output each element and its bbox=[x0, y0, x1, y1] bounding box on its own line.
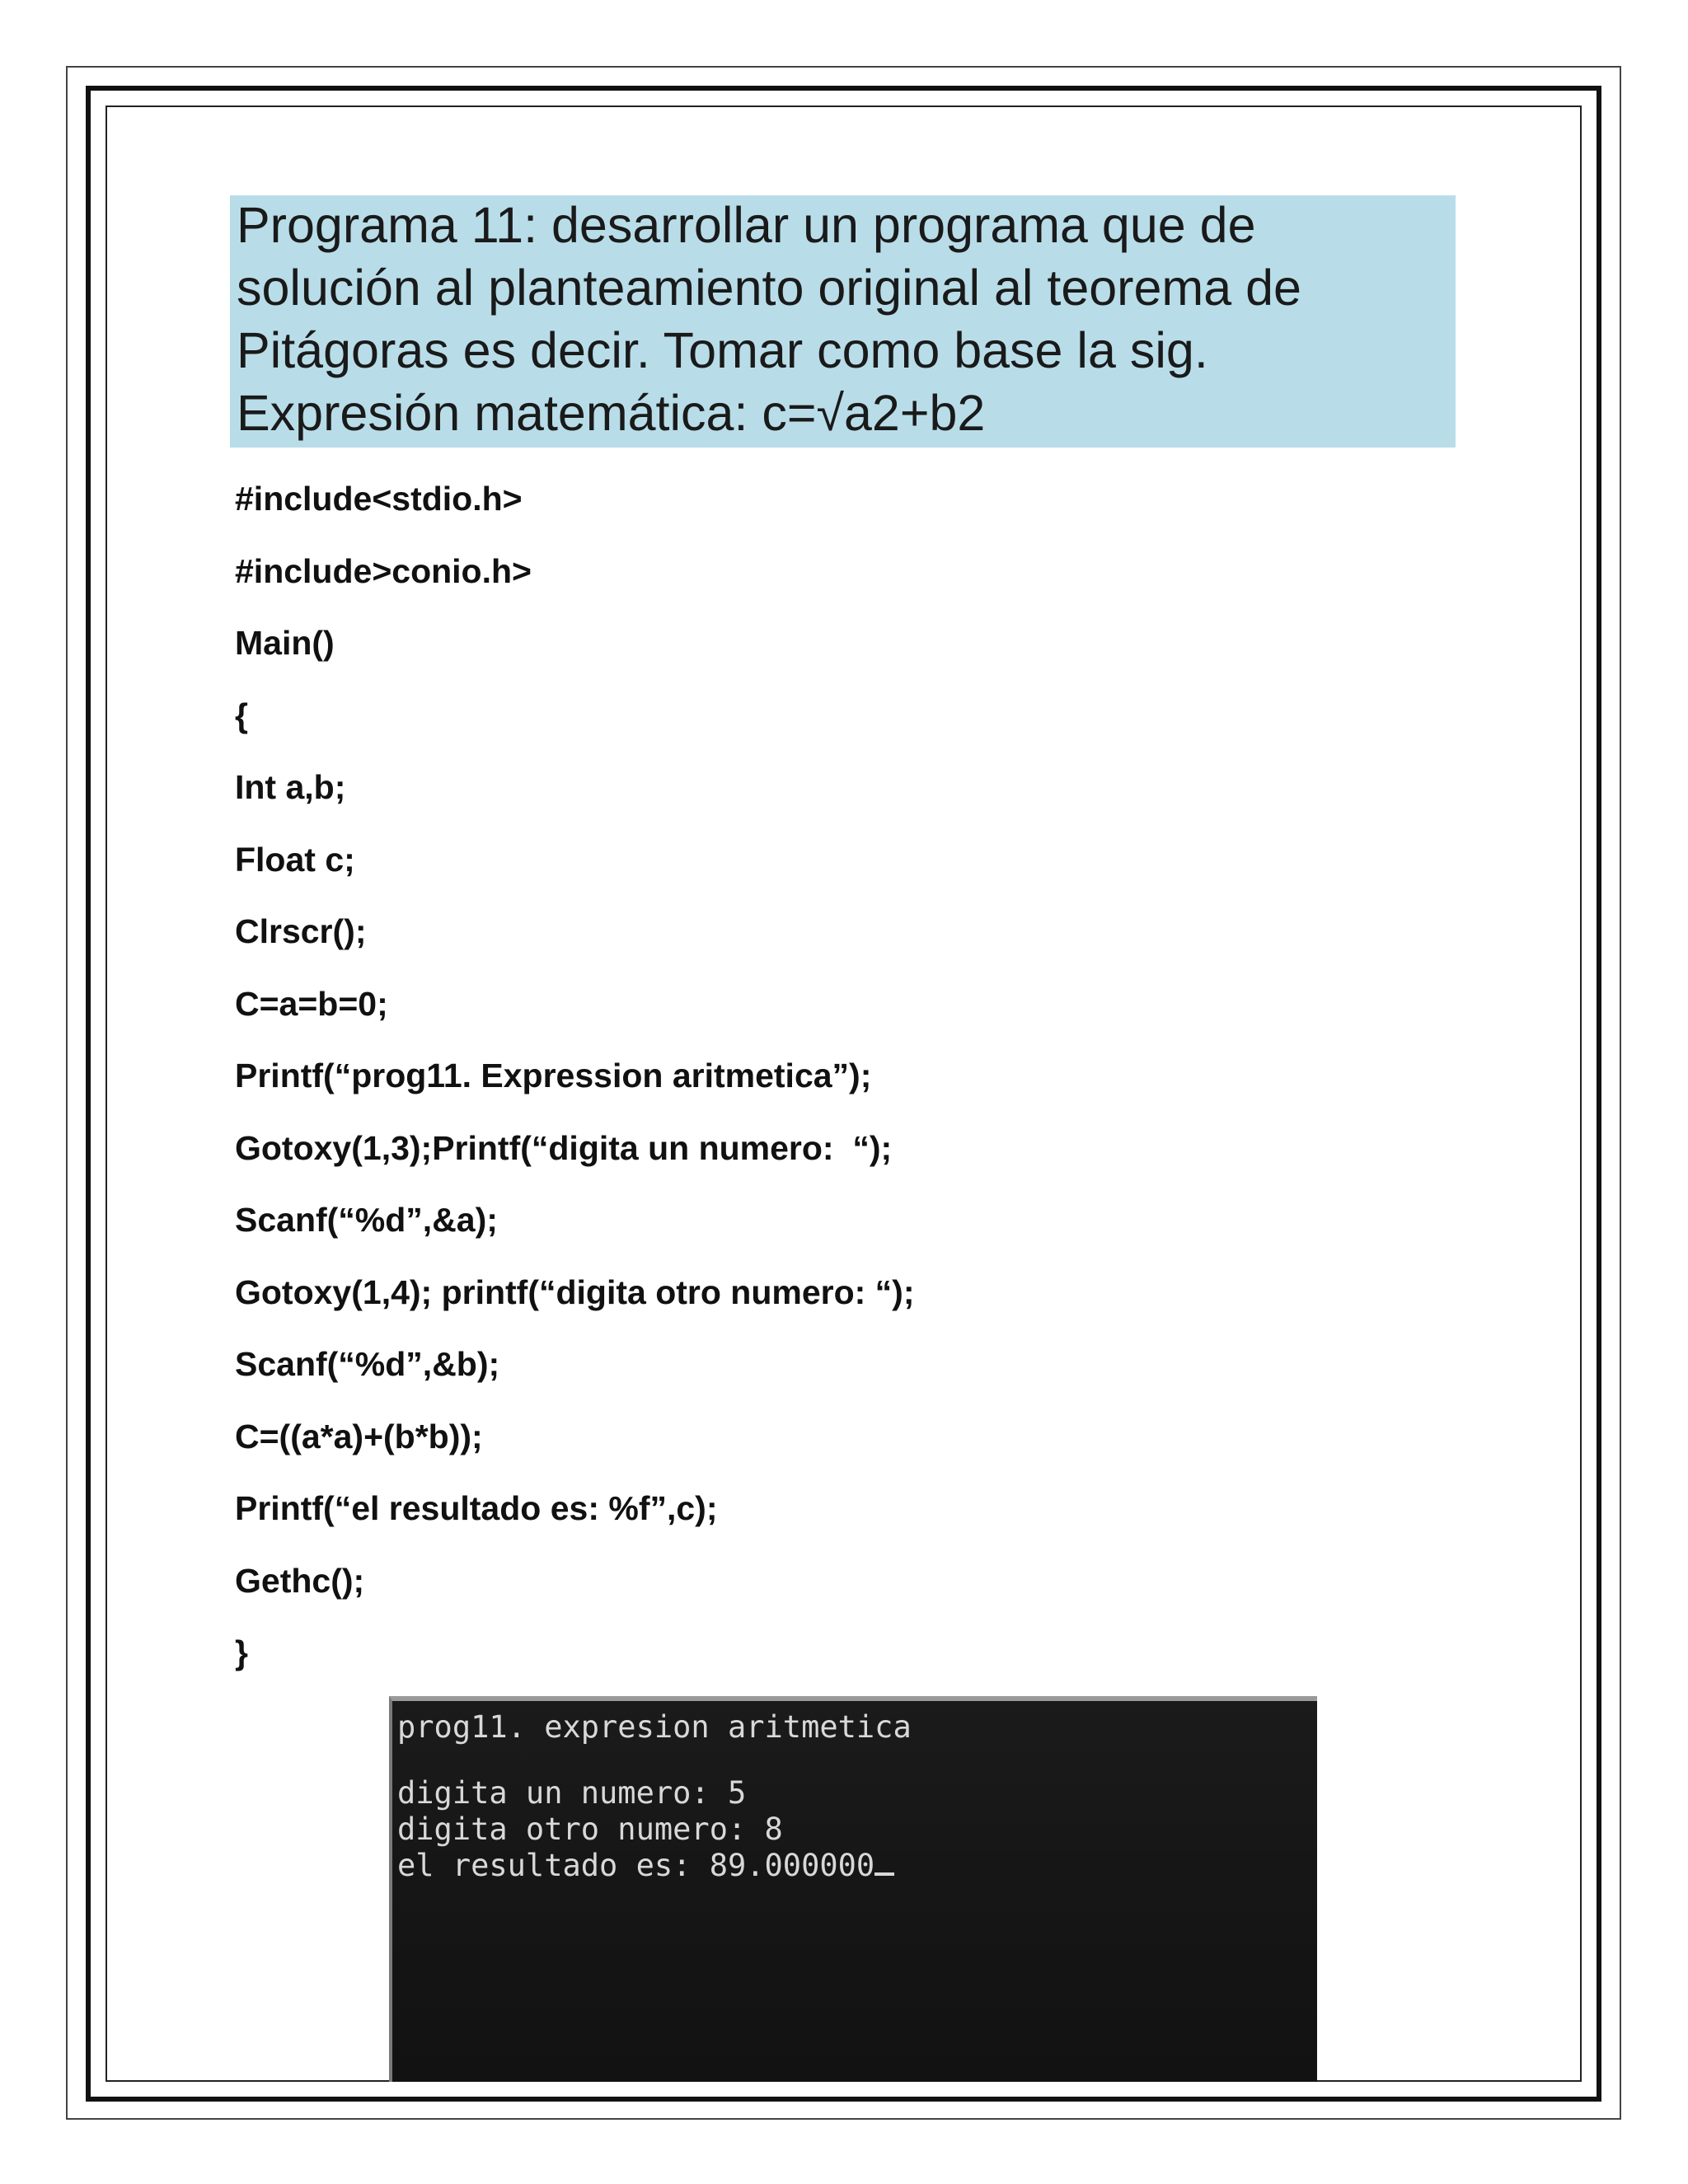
console-line: digita un numero: 5 bbox=[397, 1775, 747, 1811]
console-line: el resultado es: 89.000000 bbox=[397, 1848, 875, 1883]
console-header: prog11. expresion aritmetica bbox=[397, 1709, 912, 1745]
code-line: Printf(“prog11. Expression aritmetica”); bbox=[235, 1057, 872, 1094]
title-line: Expresión matemática: c=√a2+b2 bbox=[237, 385, 986, 441]
console-result-row bbox=[397, 1848, 1317, 1884]
console-output-screenshot bbox=[389, 1696, 1317, 2082]
code-line: C=a=b=0; bbox=[235, 984, 388, 1023]
code-line: #include<stdio.h> bbox=[235, 480, 523, 518]
title-box bbox=[230, 195, 1456, 448]
code-line: Float c; bbox=[235, 840, 355, 879]
code-line: Scanf(“%d”,&a); bbox=[235, 1201, 498, 1239]
code-line: Clrscr(); bbox=[235, 912, 367, 950]
source-code-listing bbox=[235, 474, 914, 1700]
code-line: Main() bbox=[235, 624, 335, 662]
code-line: Gethc(); bbox=[235, 1561, 365, 1600]
code-line: { bbox=[235, 696, 248, 734]
console-line: digita otro numero: 8 bbox=[397, 1811, 783, 1847]
code-line: Gotoxy(1,4); printf(“digita otro numero: “); bbox=[235, 1272, 915, 1311]
code-line: #include>conio.h> bbox=[235, 551, 532, 590]
code-line: Scanf(“%d”,&b); bbox=[235, 1345, 500, 1383]
title-line: Programa 11: desarrollar un programa que de bbox=[237, 197, 1256, 253]
text-cursor-icon bbox=[874, 1872, 894, 1876]
code-line: } bbox=[235, 1633, 248, 1671]
title-line: solución al planteamiento original al teorema de bbox=[237, 260, 1301, 316]
title-line: Pitágoras es decir. Tomar como base la sig. bbox=[237, 322, 1208, 378]
code-line: Int a,b; bbox=[235, 768, 346, 806]
code-line: Printf(“el resultado es: %f”,c); bbox=[235, 1489, 718, 1527]
code-line: Gotoxy(1,3);Printf(“digita un numero: “); bbox=[235, 1128, 893, 1167]
console-blank-line bbox=[397, 1746, 1317, 1775]
code-line: C=((a*a)+(b*b)); bbox=[235, 1417, 483, 1455]
